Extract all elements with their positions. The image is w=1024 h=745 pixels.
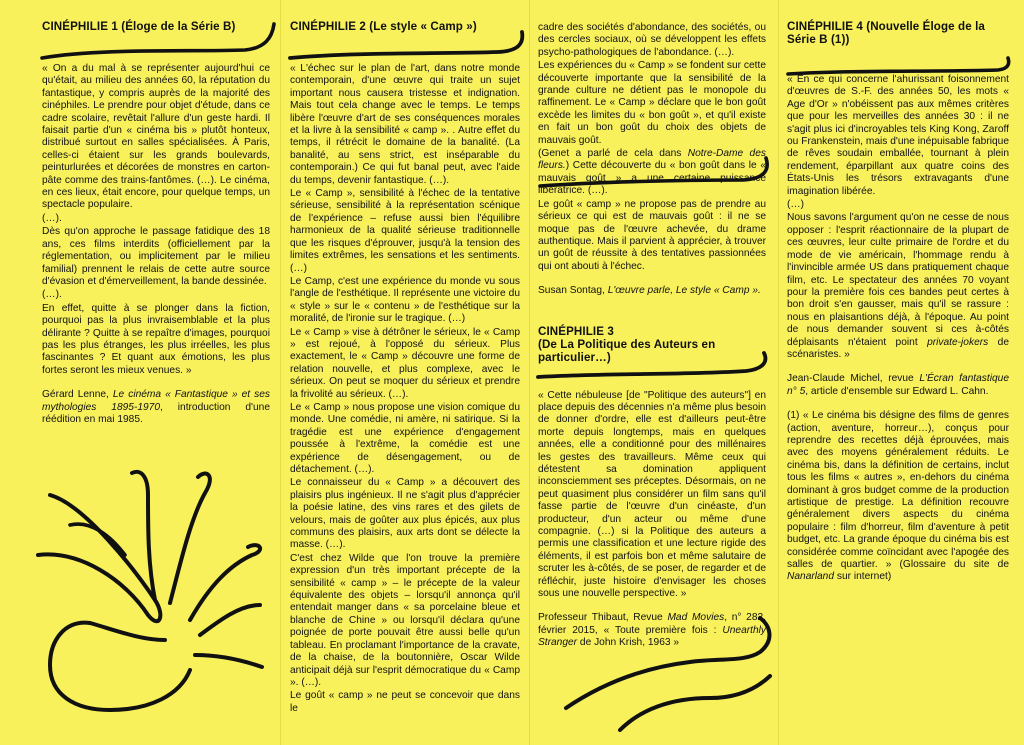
paragraph: cadre des sociétés d'abondance, des sociétés, ou des cercles sociaux, où se développent les effets psycho-pathologiques de l'abondance. (…). xyxy=(538,22,766,58)
footnote: (1) « Le cinéma bis désigne des films de genres (action, aventure, horreur…), conçus pour reprendre des recettes déjà éprouvées, mais avec des moyens généralement réduits. Le cinéma bis, dans la définition de certains, inclut tous les films « autres », en-dehors du cinéma dominant à gros budget comme de la production artistique de prestige. La définition recouvre généralement divers aspects du cinéma populaire : film d'horreur, film d'aventure à petit budget, etc. La grande époque du cinéma bis est considérée comme coïncidant avec l'apogée des salles de quartier. » (Glossaire du site de Nanarland sur internet) xyxy=(787,410,1009,583)
paragraph: C'est chez Wilde que l'on trouve la première expression d'un très important précepte de la sensibilité « camp » – le précepte de la valeur équivalente des objets – lorsqu'il annonça qu'il entendait manger dans « sa porcelaine bleue et blanche de Chine » ou lorsqu'il déclara qu'une poignée de porte pouvait être aussi belle qu'un tableau. En proclamant l'importance de la cravate, de la chaise, de la boutonnière, Oscar Wilde anticipait déjà sur l'esprit démocratique du « Camp ». (…). xyxy=(290,552,520,688)
paragraph: Le « Camp » vise à détrôner le sérieux, le « Camp » est rejoué, à l'opposé du sérieux. Plus exactement, le « Camp » découvre une forme de relation nouvelle, et plus complexe, avec le sérieux. On peut se moquer du sérieux et prendre la frivolité au sérieux. (…). xyxy=(290,326,520,400)
paragraph: Dès qu'on approche le passage fatidique des 18 ans, ces films interdits (officiellement par la réglementation, ou implicitement par le milieu familial) prennent le relais de cette autre source d'évasion et d'émerveillement, la bande dessinée. xyxy=(42,226,270,287)
fold-line xyxy=(280,0,281,745)
paragraph: Le Camp, c'est une expérience du monde vu sous l'angle de l'esthétique. Il représente une victoire du « style » sur le « contenu » de l'esthétique sur la moralité, de l'ironie sur le tragique. (…) xyxy=(290,275,520,325)
paragraph: « On a du mal à se représenter aujourd'hui ce qu'était, au milieu des années 60, la réputation du fantastique, y compris auprès de la majorité des cinéphiles. Le prendre pour objet d'étude, dans ce cadre scolaire, revêtait l'allure d'un geste hardi. Il faisait partie d'un « cinéma bis » plutôt honteux, distribué surtout en salles spécialisées. À Paris, celles-ci étaient sur les grands boulevards, peinturlurées et décorées de monstres en carton-pâte comme des trains-fantômes. (…). Le cinéma, en ces lieux, était encore, pour quelque temps, un spectacle populaire. xyxy=(42,63,270,211)
paragraph: Les expériences du « Camp » se fondent sur cette découverte importante que la sensibilité de la grande culture ne détient pas le monopole du raffinement. Le « Camp » déclare que le bon goût excède les limites du « bon goût », et qu'il existe en fait un bon goût du choix des objets de mauvais goût. xyxy=(538,60,766,146)
paragraph: Le goût « camp » ne peut se concevoir que dans le xyxy=(290,690,520,714)
source-citation: Susan Sontag, L'œuvre parle, Le style « Camp ». xyxy=(538,285,761,297)
section-title-3: CINÉPHILIE 3 (De La Politique des Auteurs en particulier…) xyxy=(538,324,716,364)
brush-underline-1 xyxy=(40,28,280,68)
source-citation: Gérard Lenne, Le cinéma « Fantastique » et ses mythologies 1895-1970, introduction d'une réédition en mai 1985. xyxy=(42,389,270,425)
brush-underline-4 xyxy=(536,355,786,395)
section-title-4: CINÉPHILIE 4 (Nouvelle Éloge de la Série B (1)) xyxy=(787,20,985,46)
source-citation: Professeur Thibaut, Revue Mad Movies, n° 282, février 2015, « Toute première fois : Unearthly Stranger de John Krish, 1963 » xyxy=(538,612,766,649)
brush-underline-2 xyxy=(288,30,538,70)
hand-brush-drawing xyxy=(30,455,280,745)
fold-line xyxy=(529,0,530,745)
brush-underline-3 xyxy=(538,150,788,190)
paragraph: « En ce qui concerne l'ahurissant foisonnement d'œuvres de S.-F. des années 50, les mots « Age d'Or » n'obéissent pas aux mêmes critères que pour les merveilles des années 30 : il ne s'agit plus ici d'incroyables tels King Kong, Zaroff ou Frankenstein, mais d'une inépuisable fabrique de rêves soudain emballée, tournant à plein rendement, éparpillant aux quatre coins des États-Unis les trésors extravagants d'une imagination libérée. xyxy=(787,74,1009,197)
ellipsis: (…) xyxy=(787,199,804,211)
paragraph: Le connaisseur du « Camp » a découvert des plaisirs plus ingénieux. Il ne s'agit plus d'apprécier la poésie latine, des vins rares et des gilets de velours, mais de goûter aux plus épicés, aux plus communs des plaisirs, aux arts dont se délecte la masse. (…). xyxy=(290,477,520,551)
paragraph: Le « Camp », sensibilité à l'échec de la tentative sérieuse, sensibilité à la représentation scénique de l'expérience – refuse aussi bien l'équilibre harmonieux de la qualité sérieuse traditionnelle que les risques d'éprouver, jusqu'à la tension des limites extrêmes, les sensations et les sentiments. (…) xyxy=(290,188,520,274)
brush-curve-drawing xyxy=(560,590,790,745)
section-title-2: CINÉPHILIE 2 (Le style « Camp ») xyxy=(290,20,477,33)
source-citation: Jean-Claude Michel, revue L'Écran fantastique n° 5, article d'ensemble sur Edward L. Cahn. xyxy=(787,373,1009,397)
paragraph: « Cette nébuleuse [de "Politique des auteurs"] en place depuis des décennies n'a même plus besoin de donner d'ordre, elle est d'ailleurs peut-être morte depuis longtemps, mais en quelques années, elle a conditionné pour des millénaires les gestes des travailleurs. Même ceux qui détestent sa domination appliquent inconsciemment ses préceptes. Désormais, on ne peut quasiment plus considérer un film sans qu'il fasse partie de l'œuvre d'un cinéaste, d'un producteur, d'un acteur ou même d'une compagnie. (…) si la Politique des auteurs a permis une classification et une lecture rigide des éléments, il est parfois bon et même salutaire de scruter les à-côtés, de se poser, de regarder et de réfléchir, juste histoire d'envisager les choses sous une nouvelle perspective. » xyxy=(538,389,766,600)
ellipsis: (…). xyxy=(42,289,62,301)
paragraph: Le « Camp » nous propose une vision comique du monde. Une comédie, ni amère, ni satirique. Si la tragédie est une expérience d'engagement poussée à l'extrême, la comédie est une expérience de désengagement, ou de détachement. (…). xyxy=(290,401,520,475)
section-title-1: CINÉPHILIE 1 (Éloge de la Série B) xyxy=(42,20,236,33)
paragraph: Le goût « camp » ne propose pas de prendre au sérieux ce qui est de mauvais goût : il ne se moque pas de l'œuvre achevée, du drame authentique. Mais il parvient à apprécier, à trouver un goût de réussite à des tentatives passionnées qui ont abouti à l'échec. xyxy=(538,198,766,272)
paragraph: « L'échec sur le plan de l'art, dans notre monde contemporain, d'une œuvre qui traite un sujet important nous causera tristesse et indignation. Mais tout cela change avec le temps. Le temps libère l'œuvre d'art de ses conséquences morales et la livre à la sensibilité « camp ». . Autre effet du temps, il rétrécit le domaine de la banalité. (La banalité, au sens strict, est inséparable du contemporain.) Ce qui fut banal peut, avec l'aide du temps, devenir fantastique. (…). xyxy=(290,63,520,186)
brush-underline-5 xyxy=(786,58,1024,88)
paragraph: Nous savons l'argument qu'on ne cesse de nous opposer : l'esprit réactionnaire de la plupart de ces œuvres, leur culte primaire de l'ordre et du mode de vie américain, l'hommage rendu à l'invincible armée US dans pratiquement chaque film, etc. Le spectateur des années 70 voyant pour la première fois ces bandes peut certes à bon droit s'en gausser, mais qu'il se rassure : nous en plaisantions déjà, à l'époque. Au point de nous demander souvent si ces à-côtés déplaisants n'étaient point private-jokers de scénaristes. » xyxy=(787,212,1009,360)
paragraph: (Genet a parlé de cela dans Notre-Dame des fleurs.) Cette découverte du « bon goût dans le « mauvais goût » a une certaine puissance libératrice. (…). xyxy=(538,148,766,197)
ellipsis: (…). xyxy=(42,212,62,224)
paragraph: En effet, quitte à se plonger dans la fiction, pourquoi pas la plus invraisemblable et la plus délirante ? Quitte à se repaître d'images, pourquoi pas les plus étranges, les plus irréelles, les plus fascinantes ? Et quant aux émotions, les plus fortes seront les mieux venues. » xyxy=(42,302,270,376)
column-cinephilie-4 xyxy=(787,0,1009,745)
column-cinephilie-2 xyxy=(290,0,520,745)
